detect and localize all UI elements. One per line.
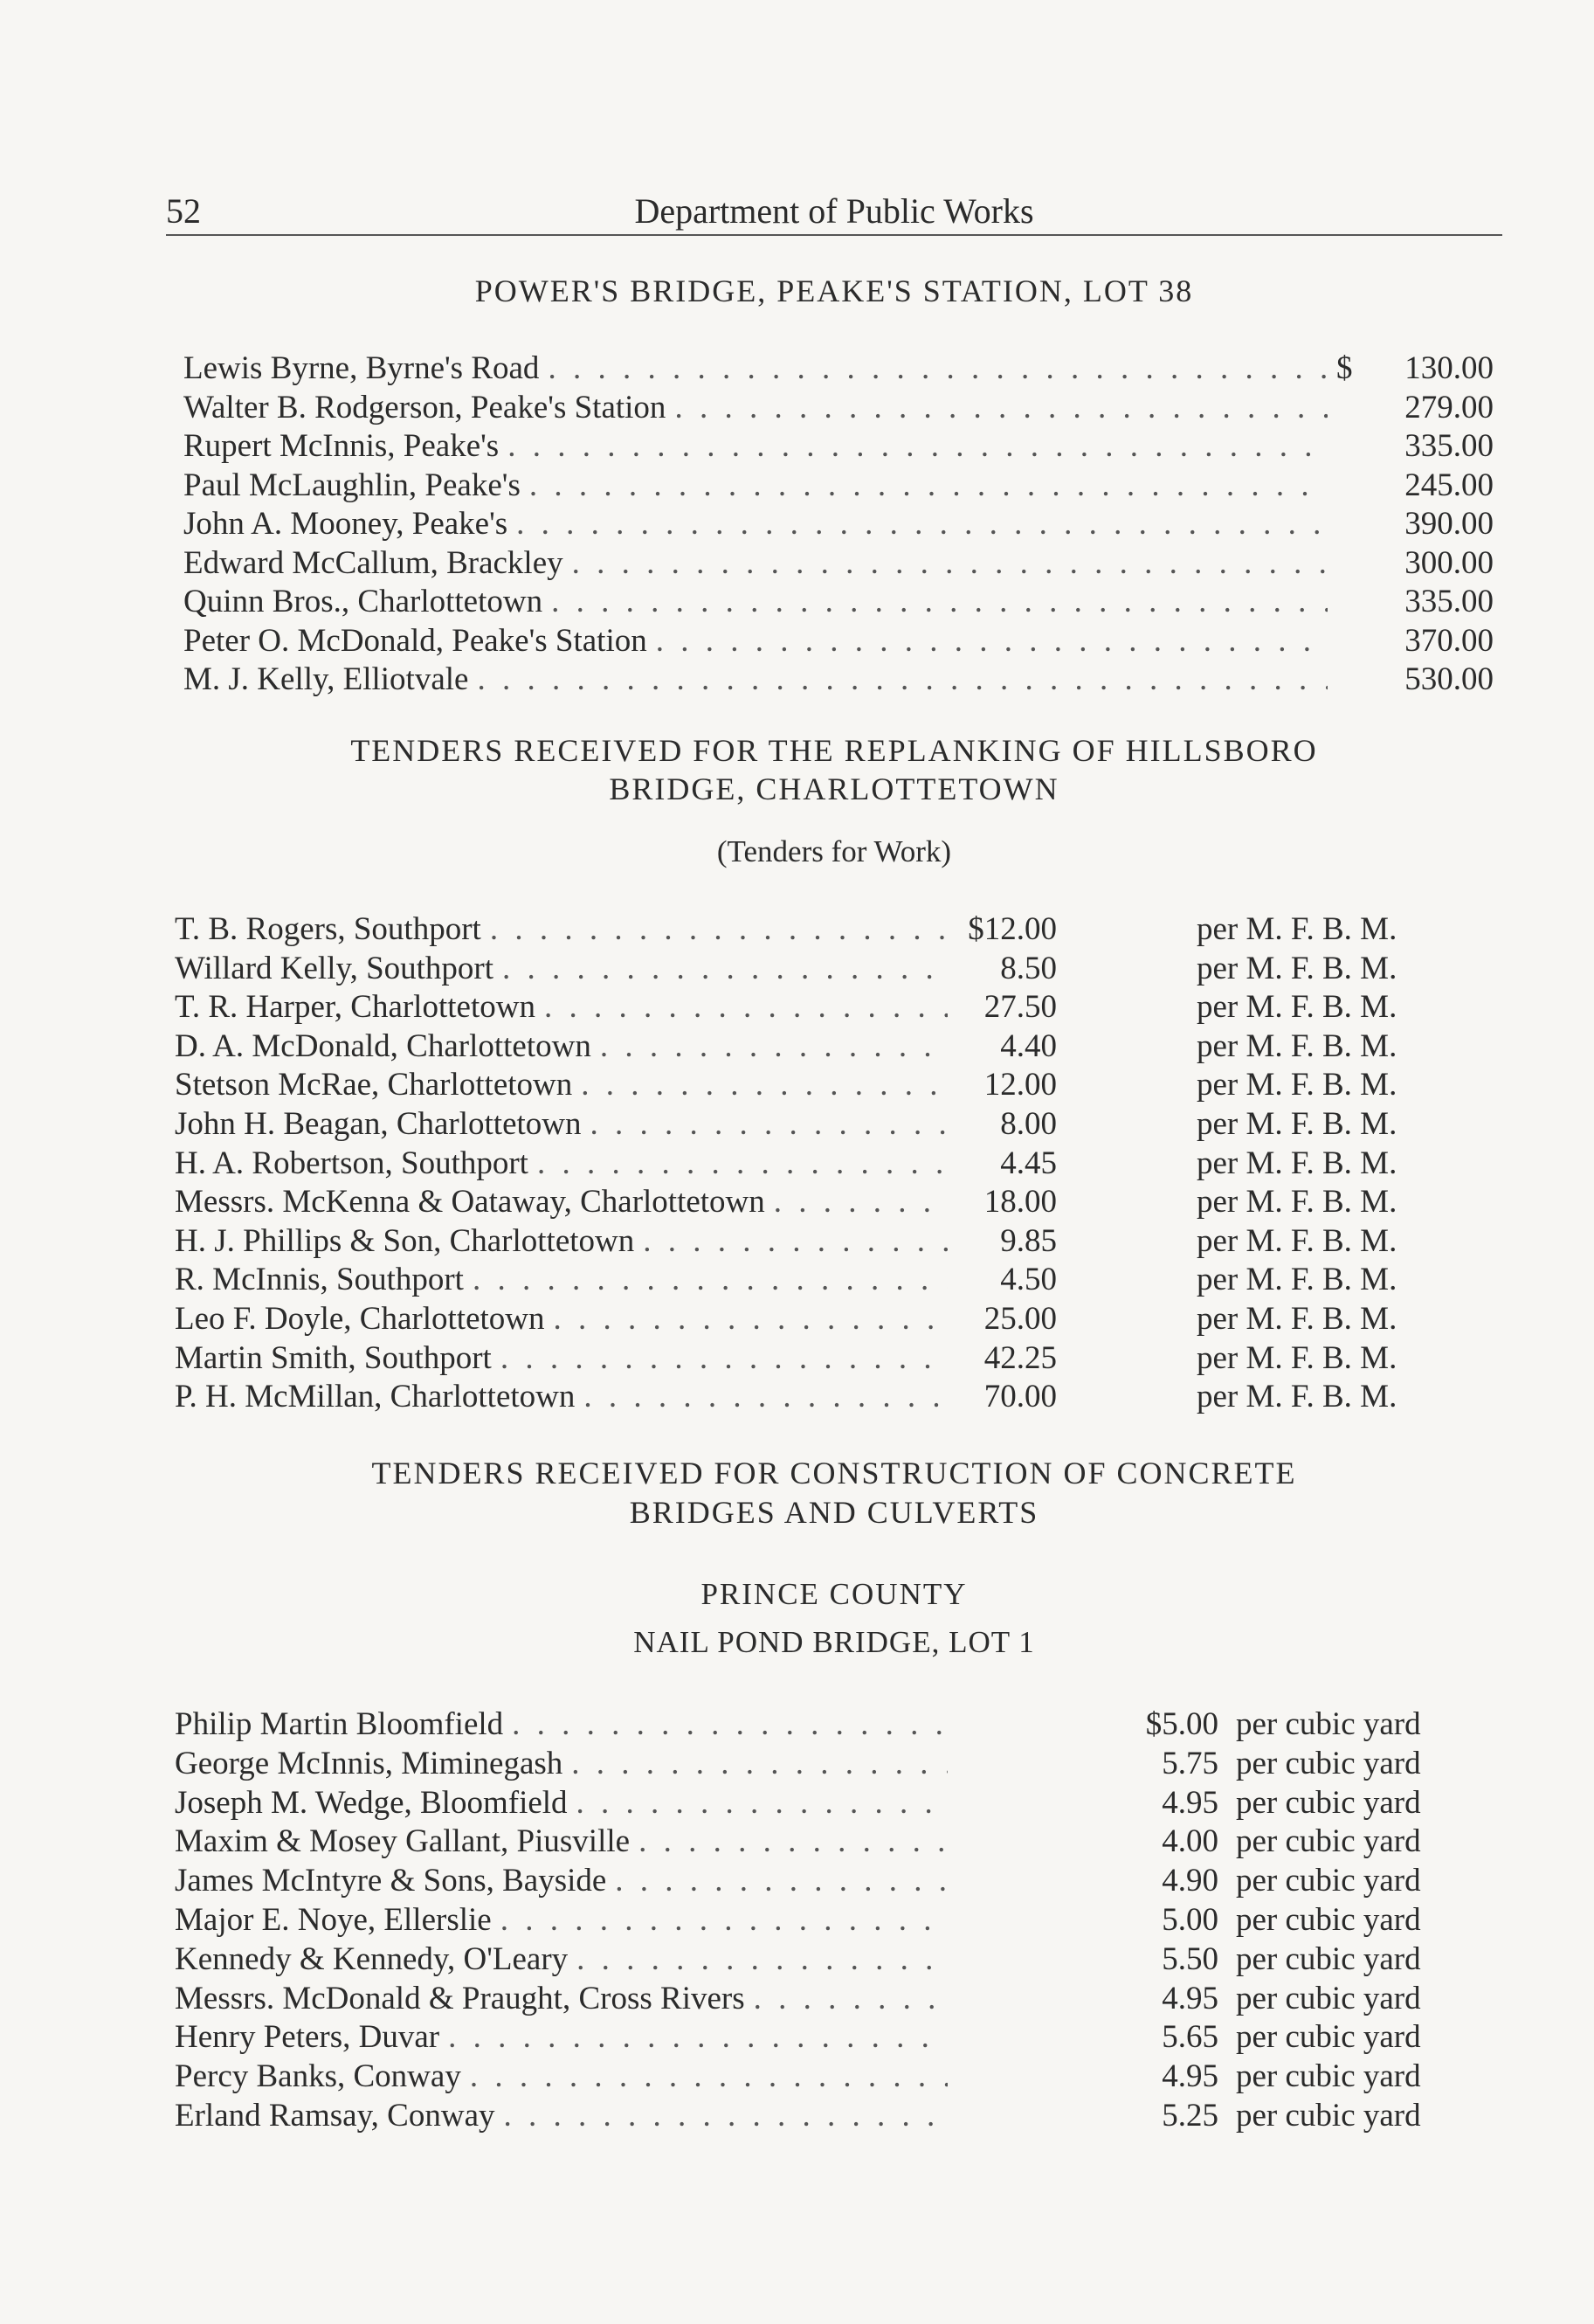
tender-amount: 5.50: [1162, 1940, 1218, 1977]
table-row: [175, 1901, 948, 1940]
section-title: TENDERS RECEIVED FOR CONSTRUCTION OF CONCRETE: [371, 1456, 1297, 1491]
tender-amount: 5.25: [1162, 2098, 1218, 2134]
dot-leader: [576, 1940, 948, 1979]
table-row: [175, 910, 1057, 949]
tender-amount: 27.50: [983, 989, 1057, 1026]
tender-name: Messrs. McDonald & Praught, Cross Rivers: [175, 1980, 745, 2016]
dot-leader: [516, 505, 1328, 543]
table-row: [175, 1705, 948, 1744]
tender-name: Quinn Bros., Charlottetown: [183, 584, 543, 619]
tender-name: H. J. Phillips & Son, Charlottetown: [175, 1222, 635, 1259]
dot-leader: [576, 1784, 948, 1823]
tender-name: Lewis Byrne, Byrne's Road: [183, 350, 540, 386]
table-row: [175, 2097, 948, 2135]
tender-amount: $12.00: [968, 911, 1057, 947]
tender-name: Philip Martin Bloomfield: [175, 1706, 504, 1742]
tender-name: Maxim & Mosey Gallant, Piusville: [175, 1823, 631, 1860]
table-row: [183, 467, 1494, 505]
tender-name: Percy Banks, Conway: [175, 2058, 461, 2095]
table-row: [175, 988, 1057, 1027]
tender-amount: 335.00: [1404, 428, 1494, 464]
tender-amount: $5.00: [1145, 1706, 1218, 1742]
table-row: [183, 661, 1494, 699]
tender-name: T. B. Rogers, Southport: [175, 911, 481, 947]
table-row: [175, 2058, 948, 2096]
tender-amount: 8.00: [1000, 1106, 1057, 1142]
table-row: [183, 349, 1494, 388]
rate-unit: per cubic yard: [1236, 1745, 1421, 1781]
tender-amount: 8.50: [1000, 950, 1057, 986]
rate-unit: per M. F. B. M.: [1197, 1339, 1397, 1376]
section-subtitle: (Tenders for Work): [716, 834, 952, 868]
dot-leader: [551, 583, 1328, 621]
table-row: [175, 1745, 948, 1783]
tender-amount: 25.00: [983, 1301, 1057, 1337]
table-row: [175, 1261, 1057, 1299]
section-title: BRIDGES AND CULVERTS: [629, 1495, 1039, 1530]
rate-unit: per cubic yard: [1236, 1980, 1421, 2016]
tender-amount: 530.00: [1404, 661, 1494, 697]
tender-name: Willard Kelly, Southport: [175, 950, 494, 986]
rate-unit: per M. F. B. M.: [1197, 950, 1397, 986]
section-title: TENDERS RECEIVED FOR THE REPLANKING OF HILLSBORO: [350, 733, 1318, 768]
tender-amount: 5.65: [1162, 2019, 1218, 2056]
dot-leader: [448, 2018, 948, 2057]
tender-amount: 4.40: [1000, 1027, 1057, 1064]
table-row: [183, 505, 1494, 543]
tender-amount: 5.00: [1162, 1902, 1218, 1938]
dot-leader: [544, 988, 948, 1027]
tender-name: John A. Mooney, Peake's: [183, 506, 508, 542]
dot-leader: [638, 1823, 948, 1861]
dot-leader: [643, 1222, 948, 1261]
tender-amount: 130.00: [1404, 350, 1494, 386]
tender-amount: 4.45: [1000, 1145, 1057, 1181]
tender-amount: 4.95: [1162, 1980, 1218, 2016]
table-row: [175, 1378, 1057, 1416]
tender-name: Walter B. Rodgerson, Peake's Station: [183, 389, 666, 425]
table-row: [183, 544, 1494, 583]
dot-leader: [615, 1862, 948, 1900]
tender-amount: 4.00: [1162, 1823, 1218, 1860]
dot-leader: [774, 1183, 948, 1221]
tender-name: Stetson McRae, Charlottetown: [175, 1067, 573, 1103]
rate-unit: per M. F. B. M.: [1197, 989, 1397, 1026]
dot-leader: [548, 349, 1328, 388]
tender-name: Kennedy & Kennedy, O'Leary: [175, 1940, 569, 1977]
tender-amount: 4.95: [1162, 2058, 1218, 2095]
tender-amount: 300.00: [1404, 544, 1494, 581]
tender-name: James McIntyre & Sons, Bayside: [175, 1863, 607, 1899]
tender-name: John H. Beagan, Charlottetown: [175, 1106, 582, 1142]
tender-amount: 4.50: [1000, 1262, 1057, 1298]
dot-leader: [537, 1145, 948, 1183]
rate-unit: per cubic yard: [1236, 1863, 1421, 1899]
rate-unit: per M. F. B. M.: [1197, 1027, 1397, 1064]
table-row: [175, 1183, 1057, 1221]
table-row: [175, 2018, 948, 2057]
rate-unit: per cubic yard: [1236, 2019, 1421, 2056]
dot-leader: [554, 1300, 949, 1338]
dot-leader: [754, 1980, 948, 2018]
tender-name: Henry Peters, Duvar: [175, 2019, 440, 2056]
dot-leader: [477, 661, 1328, 699]
table-row: [175, 1823, 948, 1861]
dot-leader: [504, 2097, 949, 2135]
dot-leader: [502, 950, 948, 988]
table-row: [175, 1784, 948, 1823]
rate-unit: per M. F. B. M.: [1197, 1222, 1397, 1259]
tender-name: Leo F. Doyle, Charlottetown: [175, 1301, 545, 1337]
tender-name: T. R. Harper, Charlottetown: [175, 989, 535, 1026]
dot-leader: [500, 1339, 948, 1378]
table-row: [175, 1980, 948, 2018]
tender-amount: 4.95: [1162, 1784, 1218, 1821]
dot-leader: [512, 1705, 948, 1744]
bridge-heading: NAIL POND BRIDGE, LOT 1: [633, 1625, 1035, 1659]
running-title: Department of Public Works: [634, 191, 1034, 231]
section-title: BRIDGE, CHARLOTTETOWN: [609, 771, 1059, 806]
rate-unit: per cubic yard: [1236, 1706, 1421, 1742]
tender-amount: 12.00: [983, 1067, 1057, 1103]
rate-unit: per M. F. B. M.: [1197, 1145, 1397, 1181]
dot-leader: [600, 1027, 948, 1066]
tender-amount: 245.00: [1404, 467, 1494, 503]
tender-amount: 370.00: [1404, 622, 1494, 659]
tender-name: Edward McCallum, Brackley: [183, 544, 563, 581]
rate-unit: per M. F. B. M.: [1197, 1262, 1397, 1298]
header-rule: [166, 234, 1502, 236]
table-row: [183, 427, 1494, 466]
table-row: [175, 1066, 1057, 1104]
tender-amount: 5.75: [1162, 1745, 1218, 1781]
dot-leader: [500, 1901, 948, 1940]
tender-amount: 390.00: [1404, 506, 1494, 542]
rate-unit: per M. F. B. M.: [1197, 1301, 1397, 1337]
table-row: [175, 1027, 1057, 1066]
dot-leader: [656, 622, 1328, 661]
rate-unit: per cubic yard: [1236, 1823, 1421, 1860]
table-row: [175, 1222, 1057, 1261]
tender-name: Peter O. McDonald, Peake's Station: [183, 622, 647, 659]
table-row: [175, 1339, 1057, 1378]
rate-unit: per M. F. B. M.: [1197, 1067, 1397, 1103]
currency-symbol: $: [1336, 350, 1353, 386]
dot-leader: [581, 1066, 948, 1104]
dot-leader: [590, 1105, 949, 1144]
tender-amount: 18.00: [983, 1184, 1057, 1221]
rate-unit: per cubic yard: [1236, 2058, 1421, 2095]
rate-unit: per M. F. B. M.: [1197, 911, 1397, 947]
table-row: [183, 622, 1494, 661]
dot-leader: [572, 544, 1328, 583]
tender-amount: 70.00: [983, 1379, 1057, 1415]
tender-name: P. H. McMillan, Charlottetown: [175, 1379, 576, 1415]
rate-unit: per cubic yard: [1236, 1784, 1421, 1821]
table-row: [183, 389, 1494, 427]
table-row: [183, 583, 1494, 621]
tender-name: R. McInnis, Southport: [175, 1262, 464, 1298]
table-row: [175, 1862, 948, 1900]
dot-leader: [583, 1378, 948, 1416]
rate-unit: per M. F. B. M.: [1197, 1106, 1397, 1142]
tender-amount: 4.90: [1162, 1863, 1218, 1899]
tender-amount: 9.85: [1000, 1222, 1057, 1259]
tender-name: D. A. McDonald, Charlottetown: [175, 1027, 591, 1064]
dot-leader: [507, 427, 1328, 466]
table-row: [175, 1145, 1057, 1183]
dot-leader: [674, 389, 1328, 427]
tender-amount: 42.25: [983, 1339, 1057, 1376]
table-row: [175, 1940, 948, 1979]
table-row: [175, 1300, 1057, 1338]
county-heading: PRINCE COUNTY: [700, 1577, 968, 1611]
dot-leader: [529, 467, 1328, 505]
rate-unit: per cubic yard: [1236, 1940, 1421, 1977]
dot-leader: [470, 2058, 948, 2096]
table-row: [175, 1105, 1057, 1144]
tender-name: H. A. Robertson, Southport: [175, 1145, 528, 1181]
tender-amount: 335.00: [1404, 584, 1494, 619]
tender-name: George McInnis, Miminegash: [175, 1745, 563, 1781]
dot-leader: [473, 1261, 948, 1299]
dot-leader: [490, 910, 948, 949]
tender-name: Erland Ramsay, Conway: [175, 2098, 495, 2134]
page-header: [166, 190, 1502, 236]
tender-name: Paul McLaughlin, Peake's: [183, 467, 521, 503]
rate-unit: per M. F. B. M.: [1197, 1184, 1397, 1221]
tender-name: Major E. Noye, Ellerslie: [175, 1902, 492, 1938]
tender-name: Messrs. McKenna & Oataway, Charlottetown: [175, 1184, 765, 1221]
table-row: [175, 950, 1057, 988]
tender-name: Martin Smith, Southport: [175, 1339, 492, 1376]
rate-unit: per M. F. B. M.: [1197, 1379, 1397, 1415]
tender-name: Rupert McInnis, Peake's: [183, 428, 500, 464]
tender-name: Joseph M. Wedge, Bloomfield: [175, 1784, 568, 1821]
tender-amount: 279.00: [1404, 389, 1494, 425]
section-title: POWER'S BRIDGE, PEAKE'S STATION, LOT 38: [474, 273, 1194, 308]
dot-leader: [571, 1745, 948, 1783]
rate-unit: per cubic yard: [1236, 2098, 1421, 2134]
rate-unit: per cubic yard: [1236, 1902, 1421, 1938]
tender-name: M. J. Kelly, Elliotvale: [183, 661, 469, 697]
page-number: 52: [166, 191, 201, 231]
